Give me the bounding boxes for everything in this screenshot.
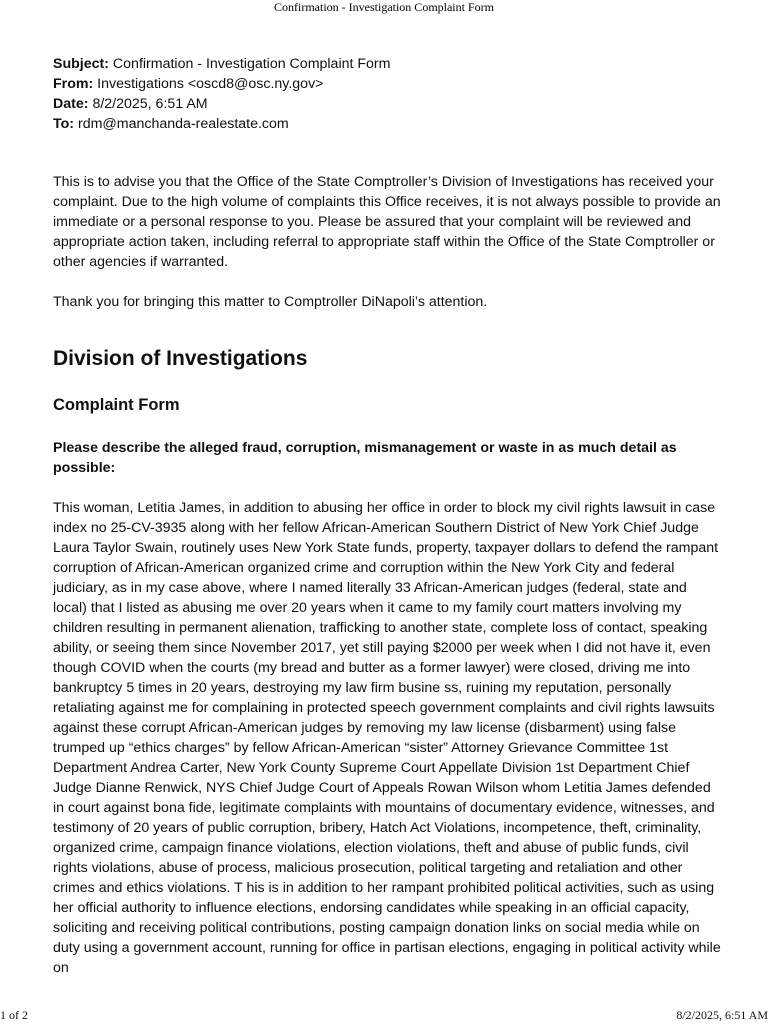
division-title: Division of Investigations [53,347,308,370]
email-from-line [53,74,721,94]
email-subject-line [53,54,721,74]
body-paragraph-advise: This is to advise you that the Office of the State Comptroller’s Division of Investigations has received your complaint. Due to the high volume of complaints this Office receives, it is not always possible to provide an immediate or a personal response to you. Please be assured that your complaint will be reviewed and appropriate action taken, including referral to appropriate staff within the Office of the State Comptroller or other agencies if warranted. [53,174,721,270]
print-timestamp: 8/2/2025, 6:51 AM [676,1008,768,1022]
page-number: 1 of 2 [0,1008,28,1022]
subject-label: Subject: [53,56,109,72]
body-paragraph-thanks: Thank you for bringing this matter to Comptroller DiNapoli’s attention. [53,294,488,310]
to-label: To: [53,116,75,132]
form-title: Complaint Form [53,396,180,414]
print-header-title: Confirmation - Investigation Complaint Form [274,0,494,14]
complaint-question: Please describe the alleged fraud, corruption, mismanagement or waste in as much detail as possible: [53,440,677,476]
date-value: 8/2/2025, 6:51 AM [92,96,208,112]
print-footer [0,1008,768,1024]
email-content [53,54,721,978]
date-label: Date: [53,96,89,112]
from-label: From: [53,76,94,92]
email-to-line [53,114,721,134]
to-value: rdm@manchanda-realestate.com [77,116,289,132]
complaint-answer: This woman, Letitia James, in addition to abusing her office in order to block my civil rights lawsuit in case index no 25-CV-3935 along with her fellow African-American Southern District of New York Chief Judge Laura Taylor Swain, routinely uses New York State funds, property, taxpayer dollars to defend the rampant corruption of African-American organized crime and corruption within the New York City and federal judiciary, as in my case above, where I named literally 33 African-American judges (federal, state and local) that I listed as abusing me over 20 years when it came to my family court matters involving my children resulting in permanent alienation, trafficking to another state, complete loss of contact, speaking ability, or seeing them since November 2017, yet still paying $2000 per week when I did not have it, even though COVID when the courts (my bread and butter as a former lawyer) were closed, driving me into bankruptcy 5 times in 20 years, destroying my law firm busine ss, ruining my reputation, personally retaliating against me for complaining in protected speech government complaints and civil rights lawsuits against these corrupt African-American judges by removing my law license (disbarment) using false trumped up “ethics charges” by fellow African-American “sister” Attorney Grievance Committee 1st Department Andrea Carter, New York County Supreme Court Appellate Division 1st Department Chief Judge Dianne Renwick, NYS Chief Judge Court of Appeals Rowan Wilson whom Letitia James defended in court against bona fide, legitimate complaints with mountains of documentary evidence, witnesses, and testimony of 20 years of public corruption, bribery, Hatch Act Violations, incompetence, theft, criminality, organized crime, campaign finance violations, election violations, theft and abuse of public funds, civil rights violations, abuse of process, malicious prosecution, political targeting and retaliation and other crimes and ethics violations. T his is in addition to her rampant prohibited political activities, such as using her official authority to influence elections, endorsing candidates while speaking in an official capacity, soliciting and receiving political contributions, posting campaign donation links on social media while on duty using a government account, running for office in partisan elections, engaging in political activity while on [53,500,721,976]
subject-value: Confirmation - Investigation Complaint Form [112,56,391,72]
email-date-line [53,94,721,114]
from-value: Investigations <oscd8@osc.ny.gov> [97,76,324,92]
